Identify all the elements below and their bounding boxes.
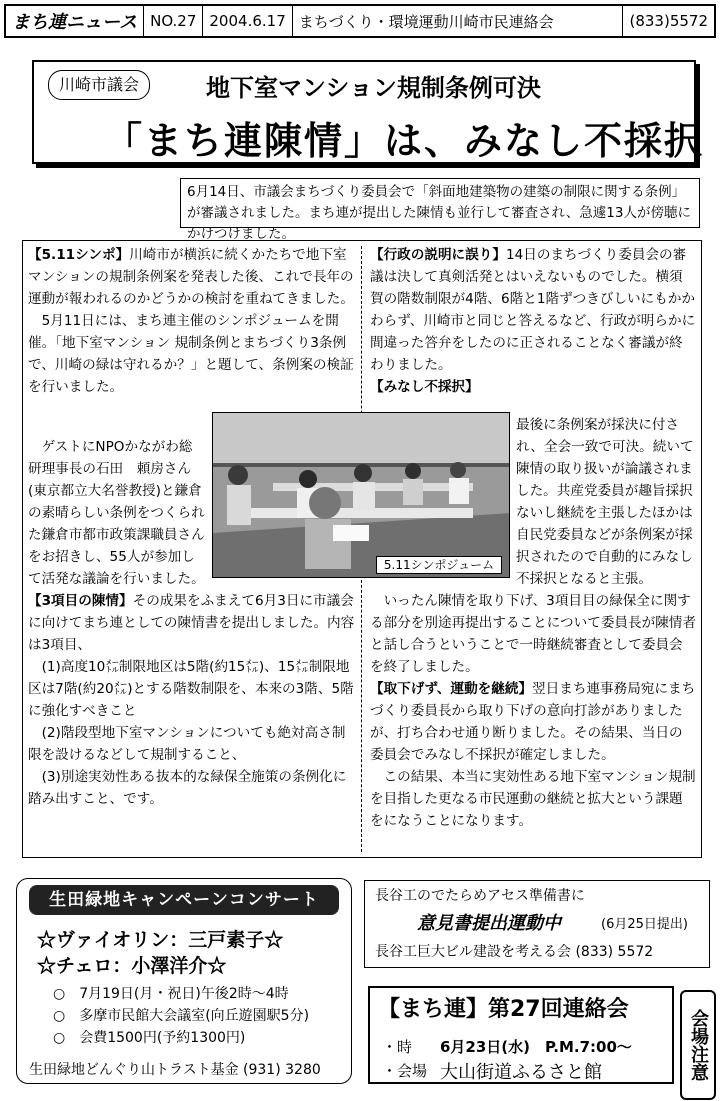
assessment-headline: 意見書提出運動中: [417, 913, 561, 934]
assessment-line-1: 長谷工のでたらめアセス準備書に: [375, 888, 585, 904]
section-heading: 【取下げず、運動を継続】: [370, 681, 533, 697]
list-item: (3)別途実効性ある抜本的な緑保全施策の条例化に踏み出すこと、です。: [28, 769, 347, 807]
concert-organizer: 生田緑地どんぐり山トラスト基金 (931) 3280: [29, 1062, 321, 1078]
assessment-organizer: 長谷工巨大ビル建設を考える会 (833) 5572: [375, 944, 654, 960]
list-item: (2)階段型地下室マンションについても絶対高さ制限を設けるなどして規制すること、: [28, 725, 346, 763]
headline-box: [32, 60, 705, 164]
section-heading: 【3項目の陳情】: [28, 593, 133, 609]
headline-subtitle: 地下室マンション規制条例可決: [206, 74, 541, 102]
issue-number: NO.27: [144, 6, 203, 36]
paragraph: いったん陳情を取り下げ、3項目目の緑保全に関する部分を別途再提出することについて委員長が陳情者と話し合うということで一時継続審査として委員会を終了しました。: [370, 593, 696, 675]
section-heading: 【みなし不採択】: [370, 379, 479, 395]
concert-venue: ○ 多摩市民館大会議室(向丘遊園駅5分): [53, 1008, 310, 1024]
newsletter-name: まち連ニュース: [6, 6, 144, 36]
concert-date: ○ 7月19日(月・祝日)午後2時〜4時: [53, 986, 289, 1002]
section-heading: 【5.11シンポ】: [28, 247, 130, 263]
paragraph: この結果、本当に実効性ある地下室マンション規制を目指した更なる市民運動の継続と拡大という課題をになうことになります。: [370, 769, 696, 829]
headline-title: 「まち連陳情」は、みなし不採択: [104, 118, 705, 163]
meeting-time: 6月23日(水) P.M.7:00〜: [440, 1038, 632, 1056]
paragraph: ゲストにNPOかながわ総研理事長の石田 頼房さん(東京都立大名誉教授)と鎌倉の素晴らしい条例をつくられた鎌倉市都市政策課職員さんをお招きし、55人が参加して活発な議論を行いました。: [28, 439, 205, 587]
meeting-title: 【まち連】第27回連絡会: [378, 997, 629, 1022]
photo-caption: 5.11シンポジューム: [376, 556, 502, 574]
meeting-time-label: ・時: [382, 1038, 413, 1056]
concert-fee: ○ 会費1500円(予約1300円): [53, 1030, 246, 1046]
headline-tag: 川崎市議会: [48, 70, 150, 100]
left-column-top: [28, 244, 358, 398]
left-column-wrap: [28, 436, 206, 590]
meeting-place: 大山街道ふるさと館: [440, 1062, 602, 1083]
paragraph: 最後に条例案が採決に付され、全会一致で可決。続いて陳情の取り扱いが論議されました。共産党委員が趣旨採択ないし継続を主張したほかは自民党委員などが条例案が採択されたので自動的にみなし不採択となると主張。: [516, 417, 694, 587]
concert-box: [16, 878, 352, 1084]
left-column-bottom: [28, 590, 358, 810]
right-column-top: [370, 244, 696, 398]
concert-title: 生田緑地キャンペーンコンサート: [29, 885, 339, 915]
paragraph: その成果をふまえて6月3日に市議会に向けてまち連としての陳情書を提出しました。内容は3項目、: [28, 593, 355, 653]
assessment-deadline: (6月25日提出): [601, 917, 688, 932]
meeting-notice: [368, 986, 674, 1084]
paragraph: 川崎市が横浜に続くかたちで地下室マンションの規制条例案を発表した後、これで長年の運動が報われるのかどうかの検討を重ねてきました。: [28, 247, 354, 307]
org-phone: (833)5572: [629, 12, 708, 30]
venue-warning-stamp: 会場注意: [680, 990, 716, 1100]
intro-box: 6月14日、市議会まちづくり委員会で「斜面地建築物の建築の制限に関する条例」が審議されました。まち連が提出した陳情も並行して審査され、急遽13人が傍聴にかけつけました。: [180, 178, 700, 228]
right-column-wrap: [516, 414, 696, 590]
section-heading: 【行政の説明に誤り】: [370, 247, 506, 263]
right-column-bottom: [370, 590, 696, 832]
symposium-photo: [212, 412, 510, 578]
assessment-notice: [364, 880, 710, 968]
meeting-place-label: ・会場: [382, 1062, 428, 1080]
paragraph: 5月11日には、まち連主催のシンポジュームを開催。「地下室マンション 規制条例とまちづくり3条例で、川崎の緑は守れるか？」と題して、条例案の検証を行いました。: [28, 313, 354, 395]
paragraph: 翌日まち連事務局宛にまちづくり委員長から取り下げの意向打診がありましたが、打ち合わせ通り断りました。その結果、当日の委員会でみなし不採択が確定しました。: [370, 681, 696, 763]
newsletter-header: [4, 4, 716, 38]
cellist: ☆チェロ：小澤洋介☆: [37, 955, 227, 977]
issue-date: 2004.6.17: [203, 6, 292, 36]
violinist: ☆ヴァイオリン：三戸素子☆: [37, 929, 284, 951]
list-item: (1)高度10㍍制限地区は5階(約15㍍)、15㍍制限地区は7階(約20㍍)とする階数制限を、本来の3階、5階に強化すべきこと: [28, 659, 354, 719]
photo-illustration: [213, 413, 510, 578]
paragraph: 14日のまちづくり委員会の審議は決して真剣活発とはいえないものでした。横須賀の階数制限が4階、6階と1階ずつきびしいにもかかわらず、川崎市と同じと答えるなど、行政が明らかに間違った答弁をしたのに正されることなく審議が終わりました。: [370, 247, 696, 373]
org-name: まちづくり・環境運動川崎市民連絡会: [293, 6, 624, 36]
